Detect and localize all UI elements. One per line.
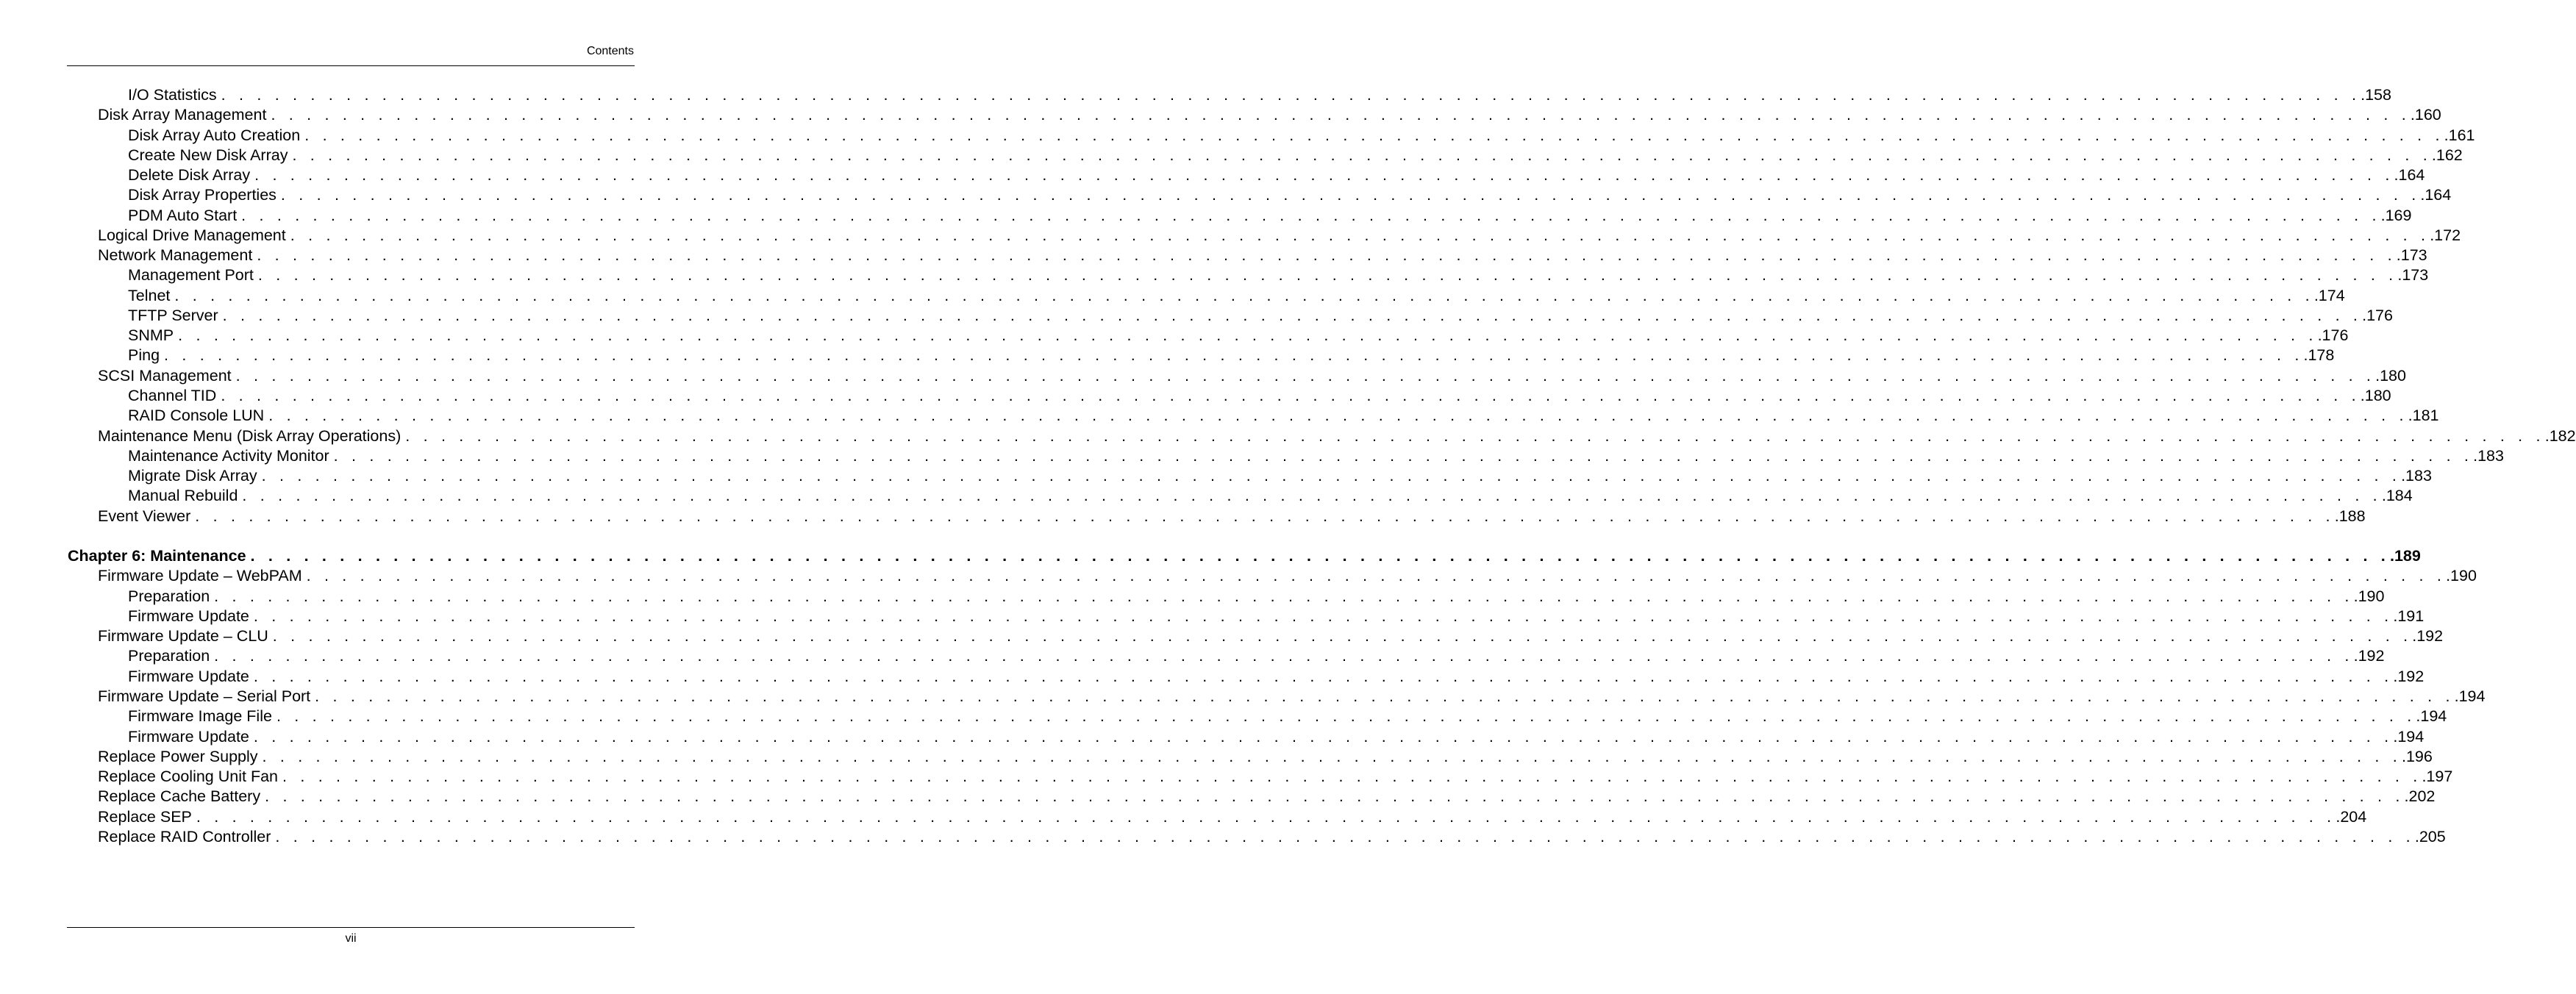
toc-entry-row [128, 306, 2393, 326]
toc-entry-page: .173 [2396, 246, 2427, 265]
toc-entry[interactable] [0, 626, 2444, 646]
toc-entry-row [98, 687, 2486, 707]
toc-entry[interactable] [0, 386, 2391, 406]
toc-entry-row [128, 466, 2432, 486]
toc-entry-page: .194 [2416, 707, 2447, 726]
toc-entry[interactable] [0, 446, 2504, 466]
toc-entry-page: .197 [2422, 768, 2453, 786]
dot-leader: . . . . . . . . . . . . . . . . . . . . . . . . . . . . . . . . . . . . . . . . . . . . . . . . . . . . . . . . . . . . . . . . . . . . . . . . . . . . . . . . . . . . . . . . . . . . . . . . . . . . . . . . . . . . . . . . . . . . . . . . [242, 487, 2382, 505]
dot-leader: . . . . . . . . . . . . . . . . . . . . . . . . . . . . . . . . . . . . . . . . . . . . . . . . . . . . . . . . . . . . . . . . . . . . . . . . . . . . . . . . . . . . . . . . . . . . . . . . . . . . . . . . . . . . . . . . . . . . . . . . [290, 226, 2430, 244]
toc-entry-row [128, 727, 2425, 747]
dot-leader: . . . . . . . . . . . . . . . . . . . . . . . . . . . . . . . . . . . . . . . . . . . . . . . . . . . . . . . . . . . . . . . . . . . . . . . . . . . . . . . . . . . . . . . . . . . . . . . . . . . . . . . . . . . . . . . . . . . . . . . . [174, 286, 2314, 304]
toc-entry-title: Firmware Update [128, 727, 249, 746]
toc-entry-page: .172 [2430, 226, 2461, 244]
toc-entry[interactable] [0, 607, 2425, 626]
toc-entry-page: .196 [2401, 747, 2433, 765]
toc-entry-title: Logical Drive Management [98, 226, 286, 244]
table-of-contents [0, 85, 2576, 847]
toc-entry[interactable] [0, 587, 2385, 607]
toc-entry-row [128, 326, 2349, 346]
toc-entry-row [128, 206, 2412, 226]
dot-leader: . . . . . . . . . . . . . . . . . . . . . . . . . . . . . . . . . . . . . . . . . . . . . . . . . . . . . . . . . . . . . . . . . . . . . . . . . . . . . . . . . . . . . . . . . . . . . . . . . . . . . . . . . . . . . . . . . . . . . . . . [257, 266, 2398, 285]
toc-entry[interactable] [0, 426, 2576, 446]
toc-entry-row [98, 827, 2446, 847]
toc-entry[interactable] [0, 286, 2345, 306]
toc-entry[interactable] [0, 787, 2436, 807]
toc-entry[interactable] [0, 226, 2461, 246]
dot-leader: . . . . . . . . . . . . . . . . . . . . . . . . . . . . . . . . . . . . . . . . . . . . . . . . . . . . . . . . . . . . . . . . . . . . . . . . . . . . . . . . . . . . . . . . . . . . . . . . . . . . . . . . . . . . . . . . . . . . . . . . [275, 827, 2415, 845]
toc-entry-page: .192 [2353, 647, 2385, 665]
dot-leader: . . . . . . . . . . . . . . . . . . . . . . . . . . . . . . . . . . . . . . . . . . . . . . . . . . . . . . . . . . . . . . . . . . . . . . . . . . . . . . . . . . . . . . . . . . . . . . . . . . . . . . . . . . . . . . . . . . . . . . . . [272, 627, 2413, 646]
toc-entry-row [128, 85, 2391, 105]
toc-entry-page: .180 [2360, 386, 2391, 404]
toc-entry-title: Maintenance Activity Monitor [128, 446, 329, 465]
toc-entry-row [128, 286, 2345, 306]
running-header: Contents [586, 45, 634, 57]
dot-leader: . . . . . . . . . . . . . . . . . . . . . . . . . . . . . . . . . . . . . . . . . . . . . . . . . . . . . . . . . . . . . . . . . . . . . . . . . . . . . . . . . . . . . . . . . . . . . . . . . . . . . . . . . . . . . . . . . . . . . . . . [271, 106, 2411, 124]
dot-leader: . . . . . . . . . . . . . . . . . . . . . . . . . . . . . . . . . . . . . . . . . . . . . . . . . . . . . . . . . . . . . . . . . . . . . . . . . . . . . . . . . . . . . . . . . . . . . . . . . . . . . . . . . . . . . . . . . . . . . . . . [261, 467, 2402, 485]
toc-entry-title: Preparation [128, 647, 210, 665]
toc-entry-page: .183 [2401, 467, 2432, 485]
toc-entry-title: RAID Console LUN [128, 407, 265, 425]
dot-leader: . . . . . . . . . . . . . . . . . . . . . . . . . . . . . . . . . . . . . . . . . . . . . . . . . . . . . . . . . . . . . . . . . . . . . . . . . . . . . . . . . . . . . . . . . . . . . . . . . . . . . . . . . . . . . . . . . . . . . . . . [280, 186, 2421, 204]
toc-entry-page: .202 [2404, 787, 2436, 806]
dot-leader: . . . . . . . . . . . . . . . . . . . . . . . . . . . . . . . . . . . . . . . . . . . . . . . . . . . . . . . . . . . . . . . . . . . . . . . . . . . . . . . . . . . . . . . . . . . . . . . . . . . . . . . . . . . . . . . . . . . . . . . . [306, 567, 2447, 585]
toc-entry[interactable] [0, 265, 2429, 285]
toc-entry-page: .194 [2454, 687, 2486, 705]
toc-entry-title: Create New Disk Array [128, 146, 288, 164]
dot-leader: . . . . . . . . . . . . . . . . . . . . . . . . . . . . . . . . . . . . . . . . . . . . . . . . . . . . . . . . . . . . . . . . . . . . . . . . . . . . . . . . . . . . . . . . . . . . . . . . . . . . . . . . . . . . . . . . . . . . . . . . [222, 306, 2363, 324]
dot-leader: . . . . . . . . . . . . . . . . . . . . . . . . . . . . . . . . . . . . . . . . . . . . . . . . . . . . . . . . . . . . . . . . . . . . . . . . . . . . . . . . . . . . . . . . . . . . . . . . . . . . . . . . . . . . . . . . . . . . . . . . [178, 326, 2318, 345]
toc-entry-title: TFTP Server [128, 306, 218, 324]
toc-chapter-entry[interactable] [0, 546, 2421, 566]
toc-entry-row [128, 165, 2425, 185]
toc-entry-page: .204 [2336, 807, 2367, 826]
toc-entry-title: Replace RAID Controller [98, 827, 271, 845]
toc-entry-row [98, 246, 2427, 265]
toc-entry-row [128, 646, 2385, 666]
toc-entry-page: .161 [2444, 126, 2475, 144]
toc-entry-page: .178 [2303, 346, 2335, 365]
toc-entry[interactable] [0, 85, 2391, 105]
toc-entry-row [98, 507, 2366, 526]
toc-entry-page: .164 [2420, 186, 2452, 204]
toc-entry[interactable] [0, 667, 2425, 687]
toc-entry-row [128, 486, 2413, 506]
dot-leader: . . . . . . . . . . . . . . . . . . . . . . . . . . . . . . . . . . . . . . . . . . . . . . . . . . . . . . . . . . . . . . . . . . . . . . . . . . . . . . . . . . . . . . . . . . . . . . . . . . . . . . . . . . . . . . . . . . . . . . . . [214, 587, 2354, 605]
toc-entry-row [98, 626, 2444, 646]
toc-entry-title: Replace SEP [98, 807, 192, 826]
toc-entry-page: .183 [2473, 446, 2504, 465]
toc-entry-page: .192 [2412, 627, 2444, 646]
dot-leader: . . . . . . . . . . . . . . . . . . . . . . . . . . . . . . . . . . . . . . . . . . . . . . . . . . . . . . . . . . . . . . . . . . . . . . . . . . . . . . . . . . . . . . . . . . . . . . . . . . . . . . . . . . . . . . . . . . . . . . . . [292, 146, 2432, 164]
dot-leader: . . . . . . . . . . . . . . . . . . . . . . . . . . . . . . . . . . . . . . . . . . . . . . . . . . . . . . . . . . . . . . . . . . . . . . . . . . . . . . . . . . . . . . . . . . . . . . . . . . . . . . . . . . . . . . . . . . . . . . . . [265, 787, 2405, 806]
page-number: vii [345, 932, 357, 945]
toc-entry[interactable] [0, 827, 2446, 847]
toc-entry-title: Firmware Update [128, 607, 249, 625]
toc-entry[interactable] [0, 566, 2477, 586]
toc-entry-page: .184 [2381, 487, 2413, 505]
toc-entry-row [98, 226, 2461, 246]
toc-entry[interactable] [0, 105, 2441, 125]
toc-entry-title: Disk Array Properties [128, 186, 276, 204]
dot-leader: . . . . . . . . . . . . . . . . . . . . . . . . . . . . . . . . . . . . . . . . . . . . . . . . . . . . . . . . . . . . . . . . . . . . . . . . . . . . . . . . . . . . . . . . . . . . . . . . . . . . . . . . . . . . . . . . . . . . . . . . [304, 126, 2444, 144]
toc-entry[interactable] [0, 767, 2453, 787]
dot-leader: . . . . . . . . . . . . . . . . . . . . . . . . . . . . . . . . . . . . . . . . . . . . . . . . . . . . . . . . . . . . . . . . . . . . . . . . . . . . . . . . . . . . . . . . . . . . . . . . . . . . . . . . . . . . . . . . . . . . . . . . [268, 407, 2408, 425]
toc-entry[interactable] [0, 486, 2413, 506]
toc-entry-row [98, 566, 2477, 586]
toc-entry[interactable] [0, 185, 2452, 205]
toc-entry-row [128, 607, 2425, 626]
toc-entry[interactable] [0, 646, 2385, 666]
header-rule [67, 65, 635, 66]
toc-entry-row [128, 446, 2504, 466]
toc-entry-row [128, 126, 2475, 146]
toc-entry-row [128, 265, 2429, 285]
toc-entry-page: .160 [2410, 106, 2441, 124]
toc-entry-title: Disk Array Auto Creation [128, 126, 301, 144]
toc-entry-title: Firmware Update – WebPAM [98, 567, 302, 585]
toc-entry[interactable] [0, 246, 2427, 265]
dot-leader: . . . . . . . . . . . . . . . . . . . . . . . . . . . . . . . . . . . . . . . . . . . . . . . . . . . . . . . . . . . . . . . . . . . . . . . . . . . . . . . . . . . . . . . . . . . . . . . . . . . . . . . . . . . . . . . . . . . . . . . . [282, 768, 2422, 786]
dot-leader: . . . . . . . . . . . . . . . . . . . . . . . . . . . . . . . . . . . . . . . . . . . . . . . . . . . . . . . . . . . . . . . . . . . . . . . . . . . . . . . . . . . . . . . . . . . . . . . . . . . . . . . . . . . . . . . . . . . . . . . . [221, 86, 2361, 104]
dot-leader: . . . . . . . . . . . . . . . . . . . . . . . . . . . . . . . . . . . . . . . . . . . . . . . . . . . . . . . . . . . . . . . . . . . . . . . . . . . . . . . . . . . . . . . . . . . . . . . . . . . . . . . . . . . . . . . . . . . . . . . . [164, 346, 2304, 365]
toc-entry[interactable] [0, 406, 2439, 426]
toc-entry-title: Replace Power Supply [98, 747, 258, 765]
toc-entry-row [68, 546, 2421, 566]
toc-entry-title: Replace Cooling Unit Fan [98, 768, 278, 786]
dot-leader: . . . . . . . . . . . . . . . . . . . . . . . . . . . . . . . . . . . . . . . . . . . . . . . . . . . . . . . . . . . . . . . . . . . . . . . . . . . . . . . . . . . . . . . . . . . . . . . . . . . . . . . . . . . . . . . . . . . . . . . . [250, 547, 2390, 565]
dot-leader: . . . . . . . . . . . . . . . . . . . . . . . . . . . . . . . . . . . . . . . . . . . . . . . . . . . . . . . . . . . . . . . . . . . . . . . . . . . . . . . . . . . . . . . . . . . . . . . . . . . . . . . . . . . . . . . . . . . . . . . . [241, 206, 2381, 224]
toc-entry-row [98, 105, 2441, 125]
toc-entry-page: .169 [2380, 206, 2412, 224]
toc-entry[interactable] [0, 346, 2335, 365]
toc-entry-page: .191 [2393, 607, 2425, 625]
toc-entry[interactable] [0, 306, 2393, 326]
toc-entry-page: .190 [2446, 567, 2477, 585]
toc-entry-title: Migrate Disk Array [128, 467, 257, 485]
toc-entry-row [98, 767, 2453, 787]
dot-leader: . . . . . . . . . . . . . . . . . . . . . . . . . . . . . . . . . . . . . . . . . . . . . . . . . . . . . . . . . . . . . . . . . . . . . . . . . . . . . . . . . . . . . . . . . . . . . . . . . . . . . . . . . . . . . . . . . . . . . . . . [257, 246, 2397, 265]
toc-entry[interactable] [0, 707, 2447, 726]
toc-entry-row [98, 366, 2406, 386]
toc-entry-row [128, 346, 2335, 365]
dot-leader: . . . . . . . . . . . . . . . . . . . . . . . . . . . . . . . . . . . . . . . . . . . . . . . . . . . . . . . . . . . . . . . . . . . . . . . . . . . . . . . . . . . . . . . . . . . . . . . . . . . . . . . . . . . . . . . . . . . . . . . . [315, 687, 2455, 705]
toc-entry-title: Management Port [128, 266, 254, 285]
toc-entry-row [128, 185, 2452, 205]
dot-leader: . . . . . . . . . . . . . . . . . . . . . . . . . . . . . . . . . . . . . . . . . . . . . . . . . . . . . . . . . . . . . . . . . . . . . . . . . . . . . . . . . . . . . . . . . . . . . . . . . . . . . . . . . . . . . . . . . . . . . . . . [253, 667, 2394, 685]
toc-entry-row [128, 667, 2425, 687]
toc-entry-title: Channel TID [128, 386, 217, 404]
toc-entry-page: .176 [2317, 326, 2349, 345]
dot-leader: . . . . . . . . . . . . . . . . . . . . . . . . . . . . . . . . . . . . . . . . . . . . . . . . . . . . . . . . . . . . . . . . . . . . . . . . . . . . . . . . . . . . . . . . . . . . . . . . . . . . . . . . . . . . . . . . . . . . . . . . [262, 747, 2402, 765]
toc-entry[interactable] [0, 807, 2367, 827]
toc-entry-row [98, 747, 2433, 767]
dot-leader: . . . . . . . . . . . . . . . . . . . . . . . . . . . . . . . . . . . . . . . . . . . . . . . . . . . . . . . . . . . . . . . . . . . . . . . . . . . . . . . . . . . . . . . . . . . . . . . . . . . . . . . . . . . . . . . . . . . . . . . . [235, 366, 2376, 385]
toc-entry-title: Firmware Update [128, 667, 249, 685]
toc-entry-page: .174 [2313, 286, 2345, 304]
toc-entry-page: .205 [2414, 827, 2446, 845]
toc-entry-page: .194 [2393, 727, 2425, 746]
toc-entry-row [128, 707, 2447, 726]
toc-entry-row [128, 587, 2385, 607]
footer-rule [67, 927, 635, 928]
toc-entry-title: Firmware Image File [128, 707, 272, 726]
toc-entry-row [98, 787, 2436, 807]
dot-leader: . . . . . . . . . . . . . . . . . . . . . . . . . . . . . . . . . . . . . . . . . . . . . . . . . . . . . . . . . . . . . . . . . . . . . . . . . . . . . . . . . . . . . . . . . . . . . . . . . . . . . . . . . . . . . . . . . . . . . . . . [333, 446, 2474, 465]
toc-entry-title: Firmware Update – CLU [98, 627, 268, 646]
toc-entry[interactable] [0, 366, 2406, 386]
toc-entry[interactable] [0, 466, 2432, 486]
toc-entry-title: Telnet [128, 286, 171, 304]
toc-entry-title: Chapter 6: Maintenance [68, 547, 246, 565]
toc-entry-page: .158 [2361, 86, 2391, 104]
toc-entry[interactable] [0, 146, 2463, 165]
toc-entry-title: I/O Statistics [128, 86, 217, 104]
dot-leader: . . . . . . . . . . . . . . . . . . . . . . . . . . . . . . . . . . . . . . . . . . . . . . . . . . . . . . . . . . . . . . . . . . . . . . . . . . . . . . . . . . . . . . . . . . . . . . . . . . . . . . . . . . . . . . . . . . . . . . . . [214, 647, 2354, 665]
toc-entry-page: .173 [2397, 266, 2429, 285]
toc-entry-page: .164 [2394, 166, 2425, 185]
toc-entry-title: SNMP [128, 326, 174, 345]
toc-entry-row [98, 426, 2576, 446]
toc-entry-page: .190 [2353, 587, 2385, 605]
toc-entry-page: .188 [2334, 507, 2366, 525]
toc-entry-title: Preparation [128, 587, 210, 605]
toc-entry-title: Event Viewer [98, 507, 191, 525]
toc-entry-page: .189 [2389, 547, 2421, 565]
toc-entry-title: Delete Disk Array [128, 166, 251, 185]
toc-entry-title: Manual Rebuild [128, 487, 238, 505]
toc-entry-title: Maintenance Menu (Disk Array Operations) [98, 426, 402, 445]
toc-entry[interactable] [0, 687, 2486, 707]
dot-leader: . . . . . . . . . . . . . . . . . . . . . . . . . . . . . . . . . . . . . . . . . . . . . . . . . . . . . . . . . . . . . . . . . . . . . . . . . . . . . . . . . . . . . . . . . . . . . . . . . . . . . . . . . . . . . . . . . . . . . . . . [254, 166, 2394, 185]
dot-leader: . . . . . . . . . . . . . . . . . . . . . . . . . . . . . . . . . . . . . . . . . . . . . . . . . . . . . . . . . . . . . . . . . . . . . . . . . . . . . . . . . . . . . . . . . . . . . . . . . . . . . . . . . . . . . . . . . . . . . . . . [253, 727, 2394, 746]
dot-leader: . . . . . . . . . . . . . . . . . . . . . . . . . . . . . . . . . . . . . . . . . . . . . . . . . . . . . . . . . . . . . . . . . . . . . . . . . . . . . . . . . . . . . . . . . . . . . . . . . . . . . . . . . . . . . . . . . . . . . . . . [195, 507, 2335, 525]
dot-leader: . . . . . . . . . . . . . . . . . . . . . . . . . . . . . . . . . . . . . . . . . . . . . . . . . . . . . . . . . . . . . . . . . . . . . . . . . . . . . . . . . . . . . . . . . . . . . . . . . . . . . . . . . . . . . . . . . . . . . . . . [405, 426, 2545, 445]
toc-entry-title: Ping [128, 346, 160, 365]
toc-entry[interactable] [0, 126, 2475, 146]
toc-entry-row [128, 386, 2391, 406]
toc-entry[interactable] [0, 507, 2366, 526]
toc-entry-page: .192 [2393, 667, 2425, 685]
toc-entry-page: .181 [2408, 407, 2439, 425]
toc-entry-title: Network Management [98, 246, 253, 265]
toc-entry-row [128, 406, 2439, 426]
toc-entry-title: Firmware Update – Serial Port [98, 687, 311, 705]
toc-entry[interactable] [0, 326, 2349, 346]
toc-entry-row [128, 146, 2463, 165]
toc-entry-row [98, 807, 2367, 827]
toc-entry[interactable] [0, 747, 2433, 767]
toc-entry[interactable] [0, 165, 2425, 185]
toc-entry-page: .182 [2544, 426, 2576, 445]
toc-entry-title: Disk Array Management [98, 106, 267, 124]
toc-entry-page: .180 [2375, 366, 2406, 385]
toc-entry-page: .162 [2431, 146, 2463, 164]
toc-entry[interactable] [0, 727, 2425, 747]
dot-leader: . . . . . . . . . . . . . . . . . . . . . . . . . . . . . . . . . . . . . . . . . . . . . . . . . . . . . . . . . . . . . . . . . . . . . . . . . . . . . . . . . . . . . . . . . . . . . . . . . . . . . . . . . . . . . . . . . . . . . . . . [221, 386, 2361, 404]
toc-entry-title: Replace Cache Battery [98, 787, 261, 806]
toc-entry[interactable] [0, 206, 2412, 226]
dot-leader: . . . . . . . . . . . . . . . . . . . . . . . . . . . . . . . . . . . . . . . . . . . . . . . . . . . . . . . . . . . . . . . . . . . . . . . . . . . . . . . . . . . . . . . . . . . . . . . . . . . . . . . . . . . . . . . . . . . . . . . . [253, 607, 2394, 625]
dot-leader: . . . . . . . . . . . . . . . . . . . . . . . . . . . . . . . . . . . . . . . . . . . . . . . . . . . . . . . . . . . . . . . . . . . . . . . . . . . . . . . . . . . . . . . . . . . . . . . . . . . . . . . . . . . . . . . . . . . . . . . . [196, 807, 2336, 826]
toc-entry-page: .176 [2362, 306, 2393, 324]
dot-leader: . . . . . . . . . . . . . . . . . . . . . . . . . . . . . . . . . . . . . . . . . . . . . . . . . . . . . . . . . . . . . . . . . . . . . . . . . . . . . . . . . . . . . . . . . . . . . . . . . . . . . . . . . . . . . . . . . . . . . . . . [276, 707, 2416, 726]
toc-entry-title: SCSI Management [98, 366, 232, 385]
toc-entry-title: PDM Auto Start [128, 206, 238, 224]
